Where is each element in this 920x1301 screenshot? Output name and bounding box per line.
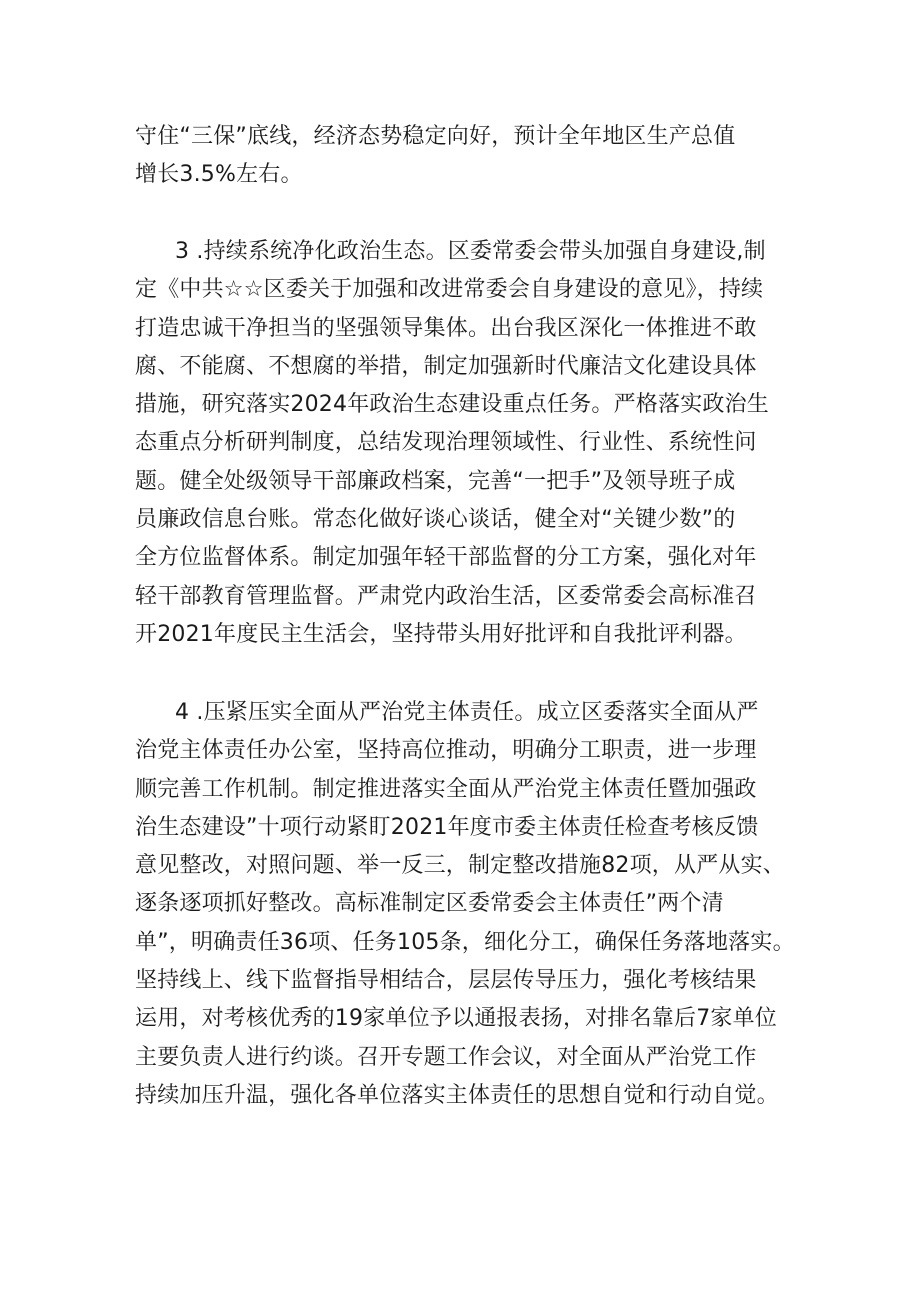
text-line: 持续加压升温，强化各单位落实主体责任的思想自觉和行动自觉。 — [135, 1082, 779, 1108]
text-line: 守住“三保”底线，经济态势稳定向好，预计全年地区生产总值 — [135, 124, 736, 149]
text-line: 腐、不能腐、不想腐的举措，制定加强新时代廉洁文化建设具体 — [135, 353, 757, 379]
text-line: 3 .持续系统净化政治生态。区委常委会带头加强自身建设,制 — [175, 239, 766, 264]
text-line: 治生态建设”十项行动紧盯2021年度市委主体责任检查考核反馈 — [135, 814, 759, 840]
text-line: 措施，研究落实2024年政治生态建设重点任务。严格落实政治生 — [135, 392, 769, 418]
text-line: 打造忠诚干净担当的坚强领导集体。出台我区深化一体推进不敢 — [135, 315, 757, 341]
paragraph-party-responsibility — [135, 694, 795, 1115]
text-line: 顺完善工作机制。制定推进落实全面从严治党主体责任暨加强政 — [135, 776, 757, 802]
text-line: 4 .压紧压实全面从严治党主体责任。成立区委落实全面从严 — [175, 700, 759, 725]
text-line: 坚持线上、线下监督指导相结合，层层传导压力，强化考核结果 — [135, 968, 757, 994]
text-line: 运用，对考核优秀的19家单位予以通报表扬，对排名靠后7家单位 — [135, 1006, 777, 1032]
text-line: 态重点分析研判制度，总结发现治理领域性、行业性、系统性问 — [135, 430, 757, 456]
text-line: 题。健全处级领导干部廉政档案，完善“一把手”及领导班子成 — [135, 468, 736, 494]
text-line: 单”，明确责任36项、任务105条，细化分工，确保任务落地落实。 — [135, 929, 795, 955]
text-line: 主要负责人进行约谈。召开专题工作会议，对全面从严治党工作 — [135, 1044, 757, 1070]
text-line: 定《中共☆☆区委关于加强和改进常委会自身建设的意见》，持续 — [135, 277, 764, 303]
text-line: 员廉政信息台账。常态化做好谈心谈话，健全对“关键少数”的 — [135, 507, 736, 533]
text-line: 开2021年度民主生活会，坚持带头用好批评和自我批评利器。 — [135, 621, 747, 647]
paragraph-economy-continuation — [135, 118, 795, 195]
text-line: 轻干部教育管理监督。严肃党内政治生活，区委常委会高标准召 — [135, 583, 757, 609]
paragraph-political-ecology — [135, 233, 795, 654]
text-line: 增长3.5%左右。 — [135, 162, 303, 188]
text-line: 治党主体责任办公室，坚持高位推动，明确分工职责，进一步理 — [135, 738, 757, 764]
text-line: 全方位监督体系。制定加强年轻干部监督的分工方案，强化对年 — [135, 545, 757, 571]
text-line: 意见整改，对照问题、举一反三，制定整改措施82项，从严从实、 — [135, 853, 785, 879]
text-line: 逐条逐项抓好整改。高标准制定区委常委会主体责任”两个清 — [135, 891, 724, 917]
